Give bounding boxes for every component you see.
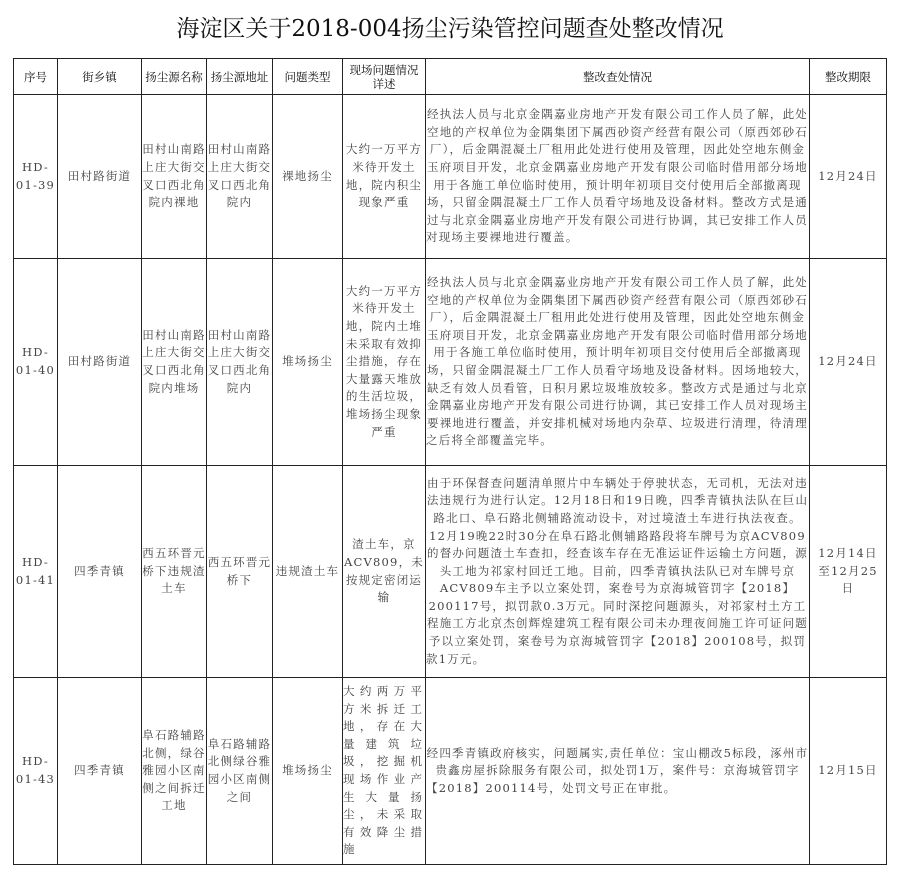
header-source-name: 扬尘源名称: [142, 59, 207, 95]
row-source-address: 阜石路辅路北侧绿谷雅园小区南侧之间: [207, 678, 273, 865]
table-header-row: [14, 59, 887, 95]
table-row: [14, 95, 887, 259]
header-deadline: 整改期限: [810, 59, 887, 95]
row-street: 田村路街道: [58, 259, 142, 466]
row-deadline: 12月15日: [810, 678, 887, 865]
row-id-text: HD-01-39: [15, 159, 56, 192]
row-problem-type: 裸地扬尘: [273, 95, 343, 259]
row-id-text: HD-01-41: [15, 554, 56, 587]
row-rectification: 经执法人员与北京金隅嘉业房地产开发有限公司工作人员了解，此处空地的产权单位为金隅集团下属西砂资产经营有限公司（原西郊砂石厂），后金隅混凝土厂租用此处进行使用及管理，因此处空地东侧金玉府项目开发，北京金隅嘉业房地产开发有限公司临时借用部分场地用于各施工单位临时使用，预计明年初项目交付使用后全部撤离现场，只留金隅混凝土厂工作人员看守场地及设备材料。整改方式是通过与北京金隅嘉业房地产开发有限公司进行协调，其已安排工作人员对现场主要裸地进行覆盖。: [426, 95, 810, 259]
row-site-detail: 大约两万平方米拆迁工地，存在大量建筑垃圾，挖掘机现场作业产生大量扬尘，未采取有效降尘措施: [343, 678, 426, 865]
header-street: 街乡镇: [58, 59, 142, 95]
row-rectification: 经执法人员与北京金隅嘉业房地产开发有限公司工作人员了解，此处空地的产权单位为金隅集团下属西砂资产经营有限公司（原西郊砂石厂），后金隅混凝土厂租用此处进行使用及管理，因此处空地东侧金玉府项目开发，北京金隅嘉业房地产开发有限公司临时借用部分场地用于各施工单位临时使用，预计明年初项目交付使用后全部撤离现场，只留金隅混凝土厂工作人员看守场地及设备材料。因场地较大，缺乏有效人员看管，日积月累垃圾堆放较多。整改方式是通过与北京金隅嘉业房地产开发有限公司进行协调，其已安排工作人员对现场主要裸地进行覆盖，并安排机械对场地内杂草、垃圾进行清理，待清理之后将全部覆盖完毕。: [426, 259, 810, 466]
row-site-detail: 渣土车，京ACV809，未按规定密闭运输: [343, 466, 426, 678]
table-row: [14, 259, 887, 466]
row-street: 四季青镇: [58, 678, 142, 865]
row-source-name: 阜石路辅路北侧，绿谷雅园小区南侧之间拆迁工地: [142, 678, 207, 865]
row-rectification: 经四季青镇政府核实，问题属实,责任单位：宝山棚改5标段，涿州市贵鑫房屋拆除服务有限公司，拟处罚1万，案件号：京海城管罚字【2018】200114号，处罚文号正在审批。: [426, 678, 810, 865]
header-site-detail: 现场问题情况详述: [343, 59, 426, 95]
row-id: [14, 259, 58, 466]
page-title: 海淀区关于2018-004扬尘污染管控问题查处整改情况: [176, 16, 724, 42]
row-deadline: 12月24日: [810, 259, 887, 466]
table-row: [14, 678, 887, 865]
row-source-name: 田村山南路上庄大街交叉口西北角院内堆场: [142, 259, 207, 466]
row-problem-type: 堆场扬尘: [273, 678, 343, 865]
row-source-address: 田村山南路上庄大街交叉口西北角院内: [207, 259, 273, 466]
row-id-text: HD-01-43: [15, 754, 56, 786]
row-problem-type: 堆场扬尘: [273, 259, 343, 466]
header-problem-type: 问题类型: [273, 59, 343, 95]
row-rectification: 由于环保督查问题清单照片中车辆处于停驶状态，无司机，无法对违法违规行为进行认定。12月18日和19日晚，四季青镇执法队在巨山路北口、阜石路北侧辅路流动设卡，对过境渣土车进行执法夜查。12月19晚22时30分在阜石路北侧辅路路段将车牌号为京ACV809的督办问题渣土车查扣，经查该车存在无准运证件运输土方问题，源头工地为祁家村回迁工地。目前，四季青镇执法队已对车牌号京ACV809车主予以立案处罚，案卷号为京海城管罚字【2018】200117号，拟罚款0.3万元。同时深挖问题源头，对祁家村土方工程施工方北京杰创辉煌建筑工程有限公司未办理夜间施工许可证问题予以立案处罚，案卷号为京海城管罚字【2018】200108号，拟罚款1万元。: [426, 466, 810, 678]
row-street: 田村路街道: [58, 95, 142, 259]
row-id: [14, 95, 58, 259]
row-street: 四季青镇: [58, 466, 142, 678]
row-id-text: HD-01-40: [15, 345, 56, 377]
row-site-detail: 大约一万平方米待开发土地，院内积尘现象严重: [343, 95, 426, 259]
row-problem-type: 违规渣土车: [273, 466, 343, 678]
row-source-name: 田村山南路上庄大街交叉口西北角院内裸地: [142, 95, 207, 259]
row-source-address: 西五环晋元桥下: [207, 466, 273, 678]
header-source-address: 扬尘源地址: [207, 59, 273, 95]
row-id: [14, 678, 58, 865]
table-row: [14, 466, 887, 678]
row-deadline: 12月14日至12月25日: [810, 466, 887, 678]
rectification-table: [13, 58, 887, 865]
row-id: [14, 466, 58, 678]
row-site-detail: 大约一万平方米待开发土地，院内土堆未采取有效抑尘措施，存在大量露天堆放的生活垃圾，堆场扬尘现象严重: [343, 259, 426, 466]
row-source-name: 西五环晋元桥下违规渣土车: [142, 466, 207, 678]
header-id: 序号: [14, 59, 58, 95]
row-source-address: 田村山南路上庄大街交叉口西北角院内: [207, 95, 273, 259]
header-rectification: 整改查处情况: [426, 59, 810, 95]
row-deadline: 12月24日: [810, 95, 887, 259]
